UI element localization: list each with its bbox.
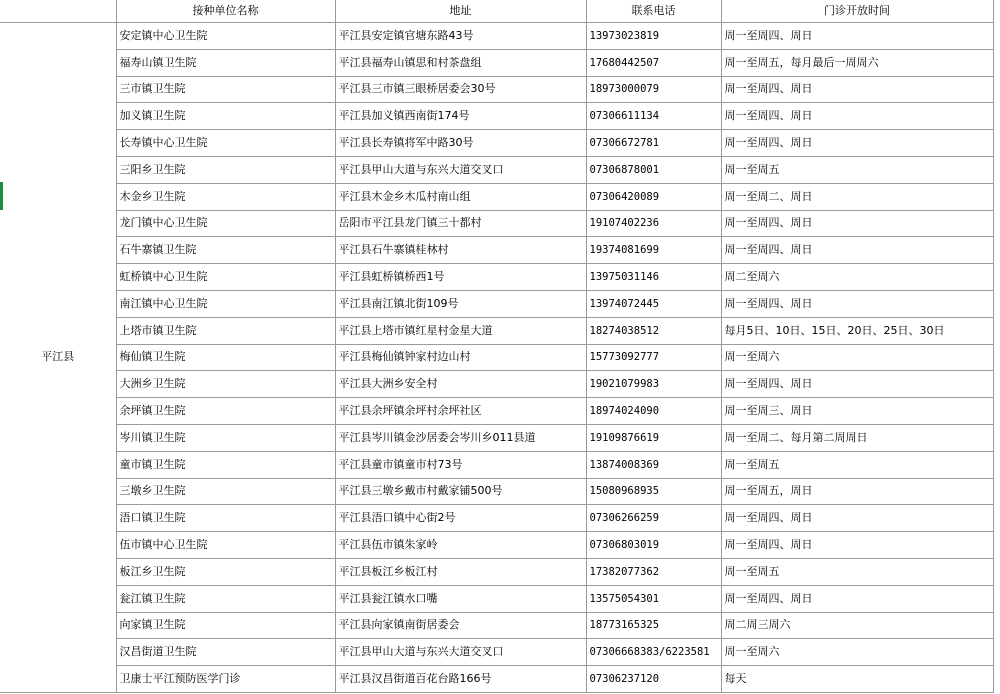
phone-cell[interactable]: 07306803019: [586, 532, 721, 559]
address-cell[interactable]: 平江县梅仙镇钟家村边山村: [335, 344, 586, 371]
table-row: [0, 49, 993, 76]
phone-cell[interactable]: 15773092777: [586, 344, 721, 371]
table-row: [0, 371, 993, 398]
hours-cell[interactable]: 周二周三周六: [721, 612, 993, 639]
table-row: [0, 317, 993, 344]
address-cell[interactable]: 平江县瓮江镇水口嘴: [335, 585, 586, 612]
table-row: [0, 183, 993, 210]
hours-cell[interactable]: 周一至周四、周日: [721, 103, 993, 130]
hours-cell[interactable]: 周一至周四、周日: [721, 23, 993, 50]
phone-cell[interactable]: 13975031146: [586, 264, 721, 291]
header-unit-name: 接种单位名称: [116, 0, 335, 23]
address-cell[interactable]: 平江县福寿山镇思和村茶盘组: [335, 49, 586, 76]
address-cell[interactable]: 平江县汉昌街道百花台路166号: [335, 666, 586, 693]
phone-cell[interactable]: 19107402236: [586, 210, 721, 237]
table-row: [0, 290, 993, 317]
phone-cell[interactable]: 13874008369: [586, 451, 721, 478]
phone-cell[interactable]: 19109876619: [586, 424, 721, 451]
address-cell[interactable]: 平江县甲山大道与东兴大道交叉口: [335, 156, 586, 183]
header-address: 地址: [335, 0, 586, 23]
unit-name-cell[interactable]: 卫康士平江预防医学门诊: [116, 666, 335, 693]
address-cell[interactable]: 平江县板江乡板江村: [335, 558, 586, 585]
hours-cell[interactable]: 周一至周四、周日: [721, 290, 993, 317]
unit-name-cell[interactable]: 三阳乡卫生院: [116, 156, 335, 183]
unit-name-cell[interactable]: 浯口镇卫生院: [116, 505, 335, 532]
address-cell[interactable]: 平江县大洲乡安全村: [335, 371, 586, 398]
phone-cell[interactable]: 18773165325: [586, 612, 721, 639]
phone-cell[interactable]: 19374081699: [586, 237, 721, 264]
table-row: [0, 639, 993, 666]
address-cell[interactable]: 平江县加义镇西南街174号: [335, 103, 586, 130]
header-county: [0, 0, 116, 23]
hours-cell[interactable]: 周一至周四、周日: [721, 210, 993, 237]
address-cell[interactable]: 平江县上塔市镇红星村金星大道: [335, 317, 586, 344]
hours-cell[interactable]: 周一至周五: [721, 451, 993, 478]
unit-name-cell[interactable]: 童市镇卫生院: [116, 451, 335, 478]
county-cell[interactable]: 平江县: [0, 23, 116, 693]
table-row: [0, 156, 993, 183]
unit-name-cell[interactable]: 石牛寨镇卫生院: [116, 237, 335, 264]
unit-name-cell[interactable]: 板江乡卫生院: [116, 558, 335, 585]
phone-cell[interactable]: 17382077362: [586, 558, 721, 585]
hours-cell[interactable]: 周一至周四、周日: [721, 505, 993, 532]
phone-cell[interactable]: 15080968935: [586, 478, 721, 505]
table-row: [0, 666, 993, 693]
table-row: [0, 424, 993, 451]
table-row: [0, 103, 993, 130]
hours-cell[interactable]: 周一至周四、周日: [721, 371, 993, 398]
hours-cell[interactable]: 周一至周二、周日: [721, 183, 993, 210]
phone-cell[interactable]: 18274038512: [586, 317, 721, 344]
table-row: [0, 532, 993, 559]
unit-name-cell[interactable]: 福寿山镇卫生院: [116, 49, 335, 76]
hours-cell[interactable]: 每月5日、10日、15日、20日、25日、30日: [721, 317, 993, 344]
hours-cell[interactable]: 周一至周六: [721, 344, 993, 371]
hours-cell[interactable]: 每天: [721, 666, 993, 693]
phone-cell[interactable]: 17680442507: [586, 49, 721, 76]
phone-cell[interactable]: 07306420089: [586, 183, 721, 210]
phone-cell[interactable]: 07306266259: [586, 505, 721, 532]
hours-cell[interactable]: 周一至周六: [721, 639, 993, 666]
address-cell[interactable]: 平江县三墩乡戴市村戴家铺500号: [335, 478, 586, 505]
table-row: [0, 451, 993, 478]
address-cell[interactable]: 平江县石牛寨镇桂林村: [335, 237, 586, 264]
unit-name-cell[interactable]: 伍市镇中心卫生院: [116, 532, 335, 559]
unit-name-cell[interactable]: 三墩乡卫生院: [116, 478, 335, 505]
header-hours: 门诊开放时间: [721, 0, 993, 23]
address-cell[interactable]: 平江县三市镇三眼桥居委会30号: [335, 76, 586, 103]
address-cell[interactable]: 平江县岑川镇金沙居委会岑川乡011县道: [335, 424, 586, 451]
table-row: [0, 478, 993, 505]
table-body: [0, 23, 993, 693]
phone-cell[interactable]: 13575054301: [586, 585, 721, 612]
hours-cell[interactable]: 周一至周五，周日: [721, 478, 993, 505]
hours-cell[interactable]: 周一至周五: [721, 156, 993, 183]
hours-cell[interactable]: 周一至周五，每月最后一周周六: [721, 49, 993, 76]
table-row: [0, 210, 993, 237]
table-row: [0, 264, 993, 291]
unit-name-cell[interactable]: 木金乡卫生院: [116, 183, 335, 210]
unit-name-cell[interactable]: 虹桥镇中心卫生院: [116, 264, 335, 291]
unit-name-cell[interactable]: 上塔市镇卫生院: [116, 317, 335, 344]
phone-cell[interactable]: 13974072445: [586, 290, 721, 317]
address-cell[interactable]: 平江县童市镇童市村73号: [335, 451, 586, 478]
address-cell[interactable]: 平江县伍市镇朱家岭: [335, 532, 586, 559]
phone-cell[interactable]: 19021079983: [586, 371, 721, 398]
unit-name-cell[interactable]: 余坪镇卫生院: [116, 398, 335, 425]
header-row: [0, 0, 993, 23]
header-phone: 联系电话: [586, 0, 721, 23]
hours-cell[interactable]: 周一至周四、周日: [721, 585, 993, 612]
unit-name-cell[interactable]: 龙门镇中心卫生院: [116, 210, 335, 237]
phone-cell[interactable]: 13973023819: [586, 23, 721, 50]
hours-cell[interactable]: 周一至周四、周日: [721, 76, 993, 103]
table-row: [0, 505, 993, 532]
phone-cell[interactable]: 07306668383/6223581: [586, 639, 721, 666]
unit-name-cell[interactable]: 瓮江镇卫生院: [116, 585, 335, 612]
unit-name-cell[interactable]: 加义镇卫生院: [116, 103, 335, 130]
table-row: [0, 558, 993, 585]
address-cell[interactable]: 平江县南江镇北街109号: [335, 290, 586, 317]
hours-cell[interactable]: 周一至周四、周日: [721, 130, 993, 157]
hours-cell[interactable]: 周一至周五: [721, 558, 993, 585]
unit-name-cell[interactable]: 汉昌街道卫生院: [116, 639, 335, 666]
unit-name-cell[interactable]: 梅仙镇卫生院: [116, 344, 335, 371]
address-cell[interactable]: 平江县浯口镇中心街2号: [335, 505, 586, 532]
unit-name-cell[interactable]: 南江镇中心卫生院: [116, 290, 335, 317]
unit-name-cell[interactable]: 向家镇卫生院: [116, 612, 335, 639]
unit-name-cell[interactable]: 岑川镇卫生院: [116, 424, 335, 451]
hours-cell[interactable]: 周一至周四、周日: [721, 532, 993, 559]
address-cell[interactable]: 平江县安定镇官塘东路43号: [335, 23, 586, 50]
phone-cell[interactable]: 07306878001: [586, 156, 721, 183]
address-cell[interactable]: 平江县虹桥镇桥西1号: [335, 264, 586, 291]
phone-cell[interactable]: 07306611134: [586, 103, 721, 130]
unit-name-cell[interactable]: 长寿镇中心卫生院: [116, 130, 335, 157]
address-cell[interactable]: 平江县长寿镇将军中路30号: [335, 130, 586, 157]
hours-cell[interactable]: 周一至周三、周日: [721, 398, 993, 425]
address-cell[interactable]: 岳阳市平江县龙门镇三十都村: [335, 210, 586, 237]
address-cell[interactable]: 平江县木金乡木瓜村南山组: [335, 183, 586, 210]
table-row: [0, 76, 993, 103]
phone-cell[interactable]: 18973000079: [586, 76, 721, 103]
address-cell[interactable]: 平江县向家镇南街居委会: [335, 612, 586, 639]
phone-cell[interactable]: 18974024090: [586, 398, 721, 425]
table-row: [0, 344, 993, 371]
phone-cell[interactable]: 07306672781: [586, 130, 721, 157]
address-cell[interactable]: 平江县余坪镇余坪村余坪社区: [335, 398, 586, 425]
hours-cell[interactable]: 周一至周二、每月第二周周日: [721, 424, 993, 451]
address-cell[interactable]: 平江县甲山大道与东兴大道交叉口: [335, 639, 586, 666]
unit-name-cell[interactable]: 安定镇中心卫生院: [116, 23, 335, 50]
table-row: [0, 130, 993, 157]
hours-cell[interactable]: 周二至周六: [721, 264, 993, 291]
hours-cell[interactable]: 周一至周四、周日: [721, 237, 993, 264]
table-row: [0, 398, 993, 425]
table-row: [0, 585, 993, 612]
unit-name-cell[interactable]: 三市镇卫生院: [116, 76, 335, 103]
phone-cell[interactable]: 07306237120: [586, 666, 721, 693]
table-row: [0, 23, 993, 50]
table-row: [0, 237, 993, 264]
table-row: [0, 612, 993, 639]
unit-name-cell[interactable]: 大洲乡卫生院: [116, 371, 335, 398]
